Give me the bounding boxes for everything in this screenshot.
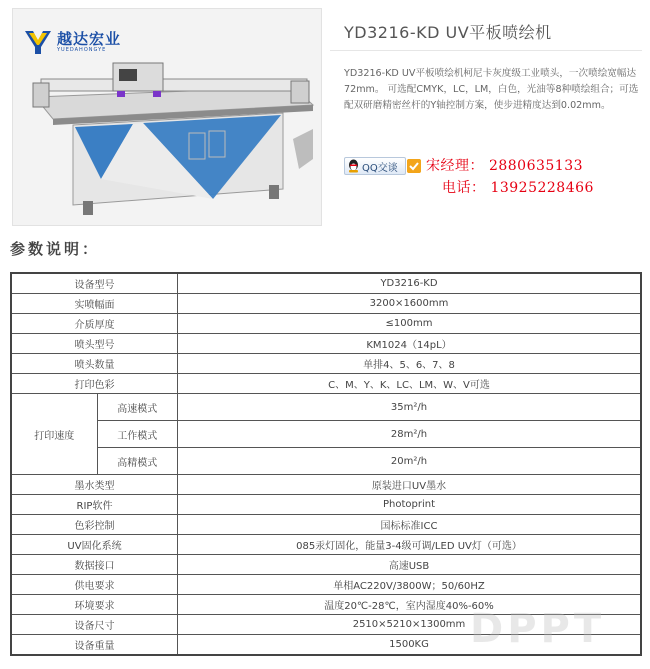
spec-name: UV固化系统 (11, 535, 178, 555)
spec-name: 介质厚度 (11, 314, 178, 334)
spec-name: 打印色彩 (11, 374, 178, 394)
speed-mode-name: 工作模式 (97, 421, 177, 448)
product-description: YD3216-KD UV平板喷绘机柯尼卡灰度级工业喷头，一次喷绘宽幅达72mm。 可选配CMYK，LC，LM，白色，光油等8种喷绘组合；可选配双研磨精密丝杆的Y轴控制方案，使步进精度达到0.02mm。 (344, 68, 639, 111)
spec-value: ≤100mm (178, 314, 642, 334)
qq-chat-button[interactable] (344, 157, 406, 175)
spec-value: C、M、Y、K、LC、LM、W、V可选 (178, 374, 642, 394)
logo-text: 越达宏业 (57, 29, 122, 48)
table-row (11, 515, 641, 535)
spec-table (10, 272, 642, 656)
spec-name: RIP软件 (11, 495, 178, 515)
table-row (11, 555, 641, 575)
manager-qq: 宋经理： 2880635133 (426, 158, 584, 174)
table-row (11, 354, 641, 374)
table-row (11, 294, 641, 314)
spec-value: 2510×5210×1300mm (178, 615, 642, 635)
table-row (11, 535, 641, 555)
spec-name: 色彩控制 (11, 515, 178, 535)
table-row (11, 314, 641, 334)
speed-mode-value: 20m²/h (178, 448, 642, 475)
section-title: 参数说明： (10, 240, 101, 258)
table-row (11, 448, 641, 475)
table-row (11, 394, 641, 421)
verified-check-icon (407, 159, 421, 173)
product-title: YD3216-KD UV平板喷绘机 (344, 23, 552, 42)
spec-value: 3200×1600mm (178, 294, 642, 314)
printer-machine-illustration (13, 9, 321, 225)
spec-name: 数据接口 (11, 555, 178, 575)
spec-value: 国标标准ICC (178, 515, 642, 535)
spec-name: 喷头型号 (11, 334, 178, 354)
table-row (11, 495, 641, 515)
qq-chat-label: QQ交谈 (362, 162, 398, 174)
spec-value: KM1024（14pL） (178, 334, 642, 354)
speed-mode-value: 28m²/h (178, 421, 642, 448)
title-divider (330, 50, 642, 51)
spec-name: 设备型号 (11, 273, 178, 294)
spec-value: 单排4、5、6、7、8 (178, 354, 642, 374)
spec-value: YD3216-KD (178, 273, 642, 294)
spec-name: 设备尺寸 (11, 615, 178, 635)
speed-mode-name: 高速模式 (97, 394, 177, 421)
spec-name: 供电要求 (11, 575, 178, 595)
spec-name: 设备重量 (11, 635, 178, 656)
spec-value: 原装进口UV墨水 (178, 475, 642, 495)
qq-penguin-icon (347, 159, 360, 173)
spec-value: 1500KG (178, 635, 642, 656)
spec-name: 墨水类型 (11, 475, 178, 495)
spec-value: 温度20℃-28℃，室内湿度40%-60% (178, 595, 642, 615)
watermark: DPPT (470, 606, 606, 652)
table-row (11, 374, 641, 394)
logo-subtext: YUEDAHONGYE (57, 46, 107, 53)
table-row (11, 421, 641, 448)
manager-phone: 电话： 13925228466 (442, 180, 594, 196)
table-row (11, 273, 641, 294)
spec-value: 085汞灯固化，能量3-4级可调/LED UV灯（可选） (178, 535, 642, 555)
speed-mode-name: 高精模式 (97, 448, 177, 475)
table-row (11, 334, 641, 354)
table-row (11, 575, 641, 595)
product-image (12, 8, 322, 226)
speed-mode-value: 35m²/h (178, 394, 642, 421)
spec-value: 高速USB (178, 555, 642, 575)
spec-name: 环境要求 (11, 595, 178, 615)
print-speed-label: 打印速度 (11, 394, 97, 475)
spec-value: 单相AC220V/3800W；50/60HZ (178, 575, 642, 595)
table-row (11, 475, 641, 495)
spec-name: 喷头数量 (11, 354, 178, 374)
spec-value: Photoprint (178, 495, 642, 515)
spec-name: 实喷幅面 (11, 294, 178, 314)
